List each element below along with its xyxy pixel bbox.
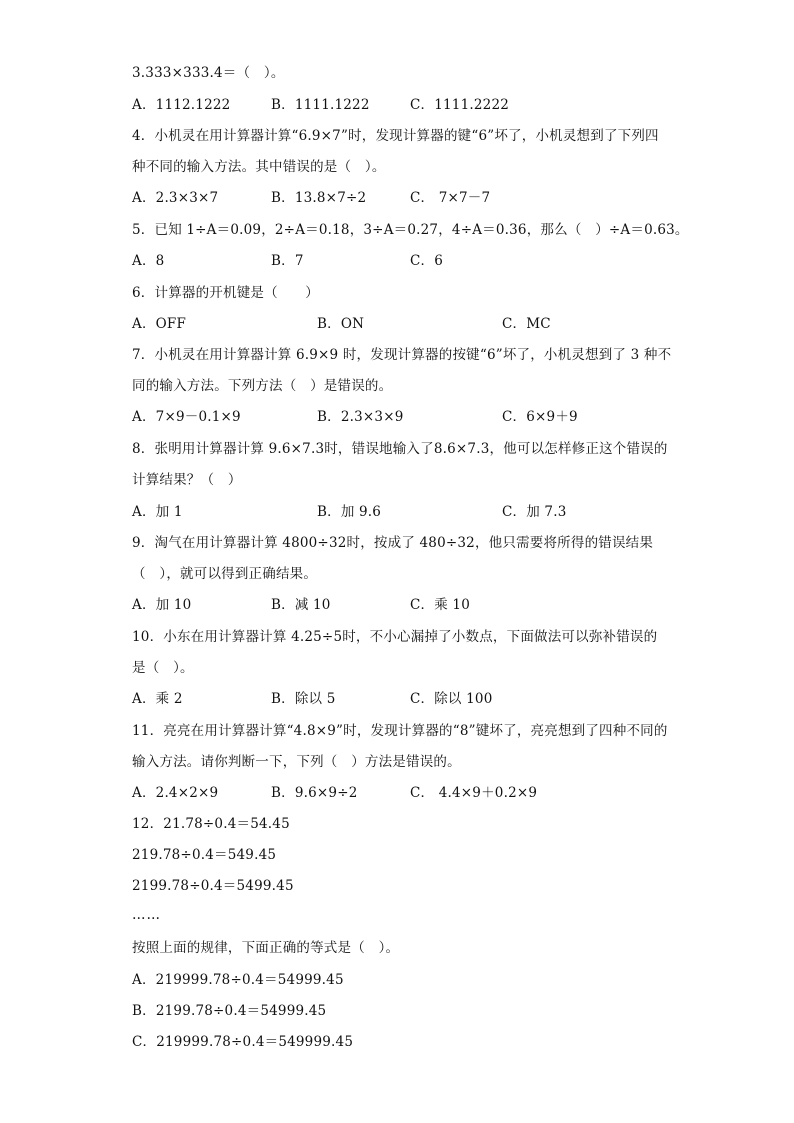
question-12-option-a: A．219999.78÷0.4＝54999.45 <box>132 972 344 988</box>
question-4-stem-line2: 种不同的输入方法。其中错误的是（ ）。 <box>132 159 386 175</box>
question-12-equation-2: 219.78÷0.4＝549.45 <box>132 847 277 863</box>
option-a: A．乘 2 <box>132 691 183 707</box>
option-b: B．7 <box>271 253 304 269</box>
question-8-stem-line2: 计算结果？（ ） <box>132 472 242 488</box>
option-a: A．OFF <box>132 316 187 332</box>
question-3-stem: 3.333×333.4＝（ ）。 <box>132 65 285 81</box>
question-11-stem-line2: 输入方法。请你判断一下，下列（ ）方法是错误的。 <box>132 754 461 770</box>
question-12-equation-3: 2199.78÷0.4＝5499.45 <box>132 878 294 894</box>
question-7-stem-line2: 同的输入方法。下列方法（ ）是错误的。 <box>132 378 393 394</box>
question-11-stem-line1: 11．亮亮在用计算器计算“4.8×9”时，发现计算器的“8”键坏了，亮亮想到了四种不同的 <box>132 723 668 739</box>
option-a: A．加 1 <box>132 504 183 520</box>
question-7-stem-line1: 7．小机灵在用计算器计算 6.9×9 时，发现计算器的按键“6”坏了，小机灵想到了 3 种不 <box>132 347 672 363</box>
option-a: A．8 <box>132 253 165 269</box>
option-c: C．6 <box>410 253 444 269</box>
question-12-ellipsis: …… <box>132 907 161 923</box>
question-12-stem: 按照上面的规律，下面正确的等式是（ ）。 <box>132 940 400 956</box>
option-b: B．除以 5 <box>271 691 336 707</box>
question-9-stem-line2: （ ），就可以得到正确结果。 <box>132 566 318 582</box>
option-b: B．1111.1222 <box>271 97 370 113</box>
option-a: A．加 10 <box>132 597 192 613</box>
option-a: A．1112.1222 <box>132 97 231 113</box>
option-c: C．乘 10 <box>410 597 470 613</box>
option-c: C．1111.2222 <box>410 97 510 113</box>
option-c: C． 4.4×9＋0.2×9 <box>410 785 538 801</box>
question-10-stem-line2: 是（ ）。 <box>132 660 194 676</box>
question-4-stem-line1: 4．小机灵在用计算器计算“6.9×7”时，发现计算器的键“6”坏了，小机灵想到了下列四 <box>132 128 659 144</box>
option-b: B．加 9.6 <box>317 504 382 520</box>
question-12-option-b: B．2199.78÷0.4＝54999.45 <box>132 1003 327 1019</box>
option-c: C．MC <box>502 316 551 332</box>
question-9-stem-line1: 9．淘气在用计算器计算 4800÷32时，按成了 480÷32，他只需要将所得的错误结果 <box>132 535 654 551</box>
option-c: C．6×9＋9 <box>502 409 578 425</box>
option-a: A．7×9－0.1×9 <box>132 409 241 425</box>
question-12-option-c: C．219999.78÷0.4＝549999.45 <box>132 1034 354 1050</box>
option-b: B．13.8×7÷2 <box>271 190 367 206</box>
question-12-equation-1: 12．21.78÷0.4＝54.45 <box>132 816 290 832</box>
question-8-stem-line1: 8．张明用计算器计算 9.6×7.3时，错误地输入了8.6×7.3，他可以怎样修正这个错误的 <box>132 441 668 457</box>
option-b: B．减 10 <box>271 597 331 613</box>
option-c: C．加 7.3 <box>502 504 567 520</box>
question-10-stem-line1: 10．小东在用计算器计算 4.25÷5时，不小心漏掉了小数点，下面做法可以弥补错误的 <box>132 629 658 645</box>
question-6-stem: 6．计算器的开机键是（ ） <box>132 285 319 301</box>
option-b: B．2.3×3×9 <box>317 409 404 425</box>
option-b: B．ON <box>317 316 365 332</box>
option-a: A．2.4×2×9 <box>132 785 219 801</box>
option-c: C． 7×7－7 <box>410 190 491 206</box>
option-a: A．2.3×3×7 <box>132 190 219 206</box>
question-5-stem: 5．已知 1÷A＝0.09，2÷A＝0.18，3÷A＝0.27，4÷A＝0.36，那么（ ）÷A＝0.63。 <box>132 222 689 238</box>
option-b: B．9.6×9÷2 <box>271 785 358 801</box>
option-c: C．除以 100 <box>410 691 493 707</box>
